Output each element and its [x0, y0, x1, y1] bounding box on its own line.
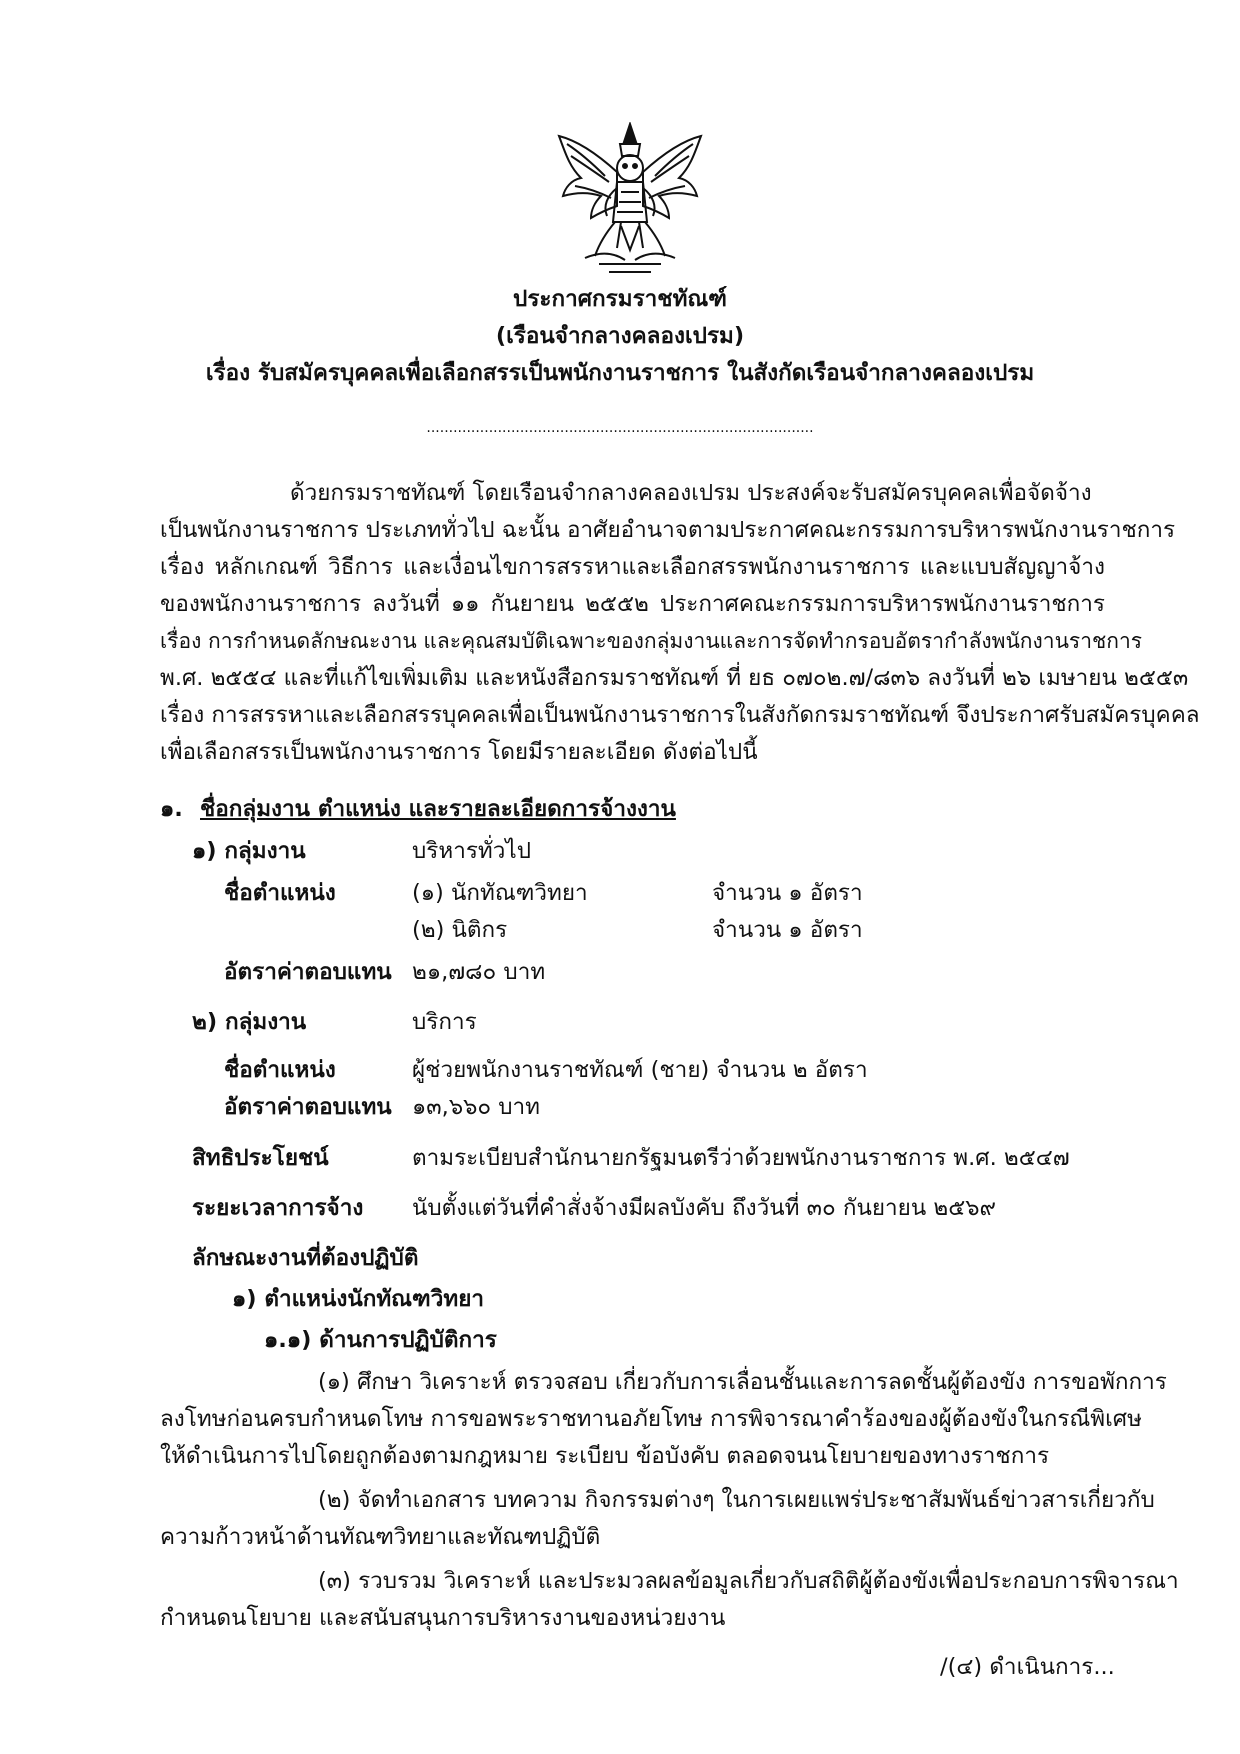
group2-label: ๒) กลุ่มงาน — [192, 1009, 307, 1035]
separator-dots: ....................................................................................... — [426, 420, 814, 436]
section-number: ๑. — [160, 796, 183, 822]
intro-line: เรื่อง การสรรหาและเลือกสรรบุคคลเพื่อเป็นพนักงานราชการในสังกัดกรมราชทัณฑ์ จึงประกาศรับสมัครบุคคล — [160, 702, 1200, 728]
group2-value: บริการ — [412, 1009, 477, 1035]
group2-pay-value: ๑๓,๖๖๐ บาท — [412, 1094, 541, 1120]
intro-line: เพื่อเลือกสรรเป็นพนักงานราชการ โดยมีรายละเอียด ดังต่อไปนี้ — [160, 739, 758, 765]
duty-item-line: ลงโทษก่อนครบกำหนดโทษ การขอพระราชทานอภัยโทษ การพิจารณาคำร้องของผู้ต้องขังในกรณีพิเศษ — [160, 1406, 1142, 1432]
period-label: ระยะเวลาการจ้าง — [192, 1195, 364, 1221]
section-heading: ชื่อกลุ่มงาน ตำแหน่ง และรายละเอียดการจ้างงาน — [200, 796, 676, 822]
benefits-label: สิทธิประโยชน์ — [192, 1145, 329, 1171]
duties-heading: ลักษณะงานที่ต้องปฏิบัติ — [192, 1245, 419, 1271]
intro-line: เรื่อง หลักเกณฑ์ วิธีการ และเงื่อนไขการสรรหาและเลือกสรรพนักงานราชการ และแบบสัญญาจ้าง — [160, 554, 1105, 580]
benefits-value: ตามระเบียบสำนักนายกรัฐมนตรีว่าด้วยพนักงานราชการ พ.ศ. ๒๕๔๗ — [412, 1145, 1070, 1171]
duty-item-line: ความก้าวหน้าด้านทัณฑวิทยาและทัณฑปฏิบัติ — [160, 1524, 601, 1550]
position-name: (๑) นักทัณฑวิทยา — [412, 880, 588, 906]
group2-pay-label: อัตราค่าตอบแทน — [224, 1094, 392, 1120]
position-count: จำนวน ๑ อัตรา — [712, 917, 863, 943]
group1-value: บริหารทั่วไป — [412, 838, 531, 864]
period-value: นับตั้งแต่วันที่คำสั่งจ้างมีผลบังคับ ถึงวันที่ ๓๐ กันยายน ๒๕๖๙ — [412, 1195, 997, 1221]
position-name: (๒) นิติกร — [412, 917, 508, 943]
duty-item-first: (๒) จัดทำเอกสาร บทความ กิจกรรมต่างๆ ในการเผยแพร่ประชาสัมพันธ์ข่าวสารเกี่ยวกับ — [318, 1487, 1155, 1513]
continuation-marker: /(๔) ดำเนินการ... — [940, 1654, 1115, 1680]
intro-line: เรื่อง การกำหนดลักษณะงาน และคุณสมบัติเฉพาะของกลุ่มงานและการจัดทำกรอบอัตรากำลังพนักงานราชการ — [160, 629, 1143, 653]
group2-position-label: ชื่อตำแหน่ง — [224, 1057, 336, 1083]
duty-item-line: กำหนดนโยบาย และสนับสนุนการบริหารงานของหน่วยงาน — [160, 1605, 726, 1631]
group1-position-label: ชื่อตำแหน่ง — [224, 880, 336, 906]
intro-line: พ.ศ. ๒๕๕๔ และที่แก้ไขเพิ่มเติม และหนังสือกรมราชทัณฑ์ ที่ ยธ ๐๗๐๒.๗/๘๓๖ ลงวันที่ ๒๖ เมษายน ๒๕๕๓ — [160, 665, 1189, 691]
duty-item-first: (๓) รวบรวม วิเคราะห์ และประมวลผลข้อมูลเกี่ยวกับสถิติผู้ต้องขังเพื่อประกอบการพิจารณา — [318, 1568, 1179, 1594]
group1-label: ๑) กลุ่มงาน — [192, 838, 306, 864]
garuda-emblem-icon — [555, 122, 705, 278]
duty-item-first: (๑) ศึกษา วิเคราะห์ ตรวจสอบ เกี่ยวกับการเลื่อนชั้นและการลดชั้นผู้ต้องขัง การขอพักการ — [318, 1369, 1167, 1395]
document-title: ประกาศกรมราชทัณฑ์ — [513, 286, 727, 312]
position-count: จำนวน ๑ อัตรา — [712, 880, 863, 906]
document-subject: เรื่อง รับสมัครบุคคลเพื่อเลือกสรรเป็นพนักงานราชการ ในสังกัดเรือนจำกลางคลองเปรม — [205, 360, 1035, 386]
group1-pay-value: ๒๑,๗๘๐ บาท — [412, 959, 546, 985]
intro-line: ด้วยกรมราชทัณฑ์ โดยเรือนจำกลางคลองเปรม ประสงค์จะรับสมัครบุคคลเพื่อจัดจ้าง — [290, 480, 1092, 506]
duties-sub11: ๑.๑) ด้านการปฏิบัติการ — [264, 1327, 497, 1353]
group2-position-value: ผู้ช่วยพนักงานราชทัณฑ์ (ชาย) จำนวน ๒ อัตรา — [412, 1057, 868, 1083]
group1-pay-label: อัตราค่าตอบแทน — [224, 959, 392, 985]
duty-item-line: ให้ดำเนินการไปโดยถูกต้องตามกฎหมาย ระเบียบ ข้อบังคับ ตลอดจนนโยบายของทางราชการ — [160, 1443, 1050, 1469]
intro-line: ของพนักงานราชการ ลงวันที่ ๑๑ กันยายน ๒๕๕๒ ประกาศคณะกรรมการบริหารพนักงานราชการ — [160, 591, 1105, 617]
document-subtitle: (เรือนจำกลางคลองเปรม) — [495, 323, 745, 349]
duties-sub1: ๑) ตำแหน่งนักทัณฑวิทยา — [232, 1286, 485, 1312]
intro-line: เป็นพนักงานราชการ ประเภททั่วไป ฉะนั้น อาศัยอำนาจตามประกาศคณะกรรมการบริหารพนักงานราชการ — [160, 517, 1176, 543]
